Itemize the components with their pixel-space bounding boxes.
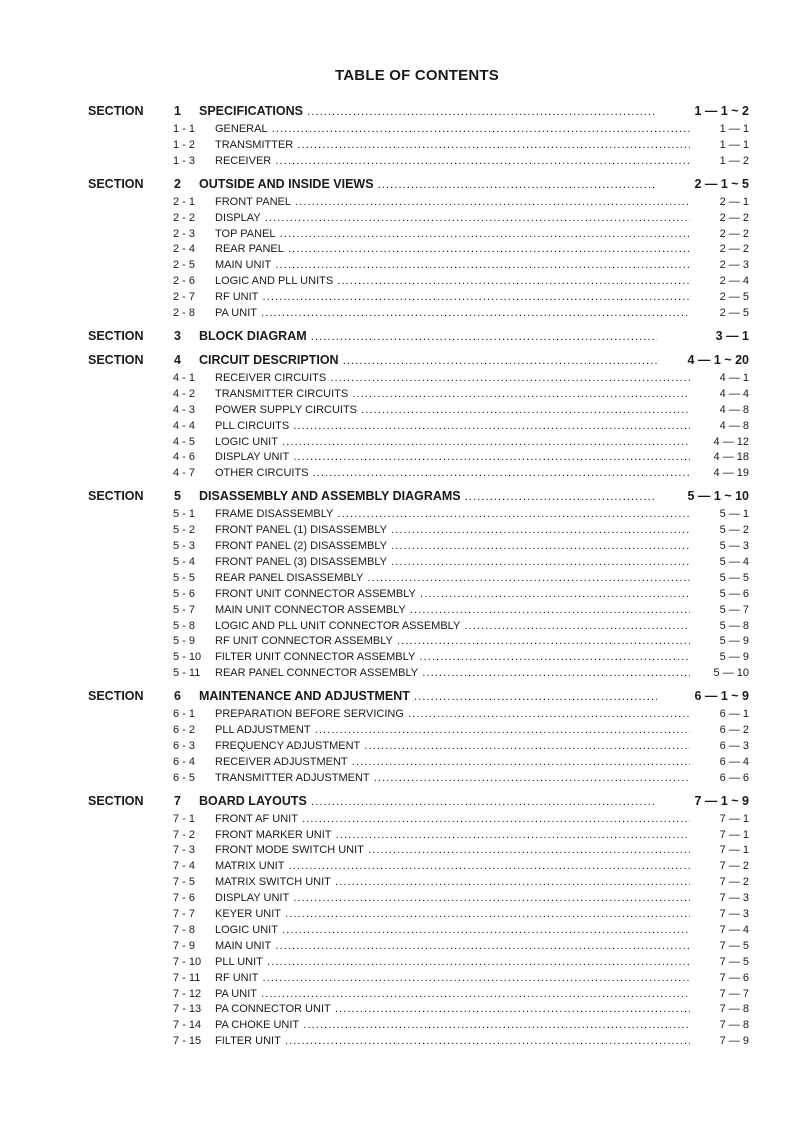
subsection-title: FRONT PANEL .....	[215, 195, 690, 210]
section-title: OUTSIDE AND INSIDE VIEWS .....	[199, 175, 657, 194]
section-number: 6	[174, 689, 181, 704]
subsection-page: 7 — 8	[719, 1003, 749, 1016]
subsection-row[interactable]	[0, 211, 794, 226]
subsection-page: 6 — 1	[719, 708, 749, 721]
subsection-number: 7 - 10	[173, 955, 202, 968]
section-row[interactable]	[0, 351, 794, 369]
section-pages: 4 — 1 ~ 20	[687, 352, 749, 367]
subsection-page: 1 — 2	[719, 154, 749, 167]
subsection-page: 2 — 5	[719, 307, 749, 319]
subsection-number: 7 - 15	[173, 1035, 202, 1048]
subsection-row[interactable]	[0, 435, 794, 450]
subsection-row[interactable]	[0, 195, 794, 210]
subsection-number: 6 - 3	[173, 739, 196, 752]
subsection-number: 6 - 5	[173, 771, 196, 784]
subsection-number: 4 - 3	[173, 403, 196, 416]
section-label: SECTION	[88, 793, 144, 808]
subsection-number: 7 - 5	[173, 876, 196, 889]
subsection-page: 1 — 1	[719, 123, 749, 135]
subsection-row[interactable]	[0, 875, 794, 890]
subsection-page: 7 — 6	[719, 971, 749, 984]
section-pages: 5 — 1 ~ 10	[687, 489, 749, 504]
subsection-page: 7 — 1	[719, 844, 749, 857]
subsection-title: POWER SUPPLY CIRCUITS .....	[215, 403, 690, 418]
section-row[interactable]	[0, 175, 794, 193]
subsection-title: FRONT MARKER UNIT .....	[215, 828, 690, 843]
subsection-number: 7 - 13	[173, 1003, 202, 1016]
subsection-title: MATRIX SWITCH UNIT .....	[215, 875, 690, 890]
subsection-title: MATRIX UNIT .....	[215, 859, 690, 874]
subsection-row[interactable]	[0, 739, 794, 754]
subsection-page: 4 — 12	[713, 435, 749, 448]
subsection-row[interactable]	[0, 258, 794, 273]
subsection-page: 1 — 1	[719, 138, 749, 151]
subsection-number: 7 - 14	[173, 1019, 202, 1032]
subsection-row[interactable]	[0, 403, 794, 418]
subsection-page: 5 — 8	[719, 619, 749, 632]
section-title: CIRCUIT DESCRIPTION .....	[199, 351, 657, 370]
subsection-page: 2 — 2	[719, 211, 749, 224]
subsection-title: DISPLAY UNIT .....	[215, 891, 690, 906]
subsection-page: 5 — 4	[719, 555, 749, 568]
subsection-page: 5 — 9	[719, 635, 749, 648]
subsection-title: DISPLAY .....	[215, 211, 690, 226]
subsection-row[interactable]	[0, 939, 794, 954]
subsection-number: 4 - 5	[173, 435, 196, 448]
subsection-title: MAIN UNIT CONNECTOR ASSEMBLY .....	[215, 603, 690, 618]
section-pages: 6 — 1 ~ 9	[694, 689, 749, 704]
section-label: SECTION	[88, 689, 144, 704]
subsection-title: PA UNIT .....	[215, 987, 690, 1002]
subsection-title: FRONT AF UNIT .....	[215, 812, 690, 827]
subsection-page: 4 — 4	[719, 387, 749, 400]
subsection-row[interactable]	[0, 603, 794, 618]
subsection-page: 7 — 9	[719, 1035, 749, 1048]
subsection-page: 4 — 19	[713, 467, 749, 480]
subsection-title: FILTER UNIT .....	[215, 1034, 690, 1049]
subsection-number: 1 - 1	[173, 123, 196, 135]
section-label: SECTION	[88, 489, 144, 504]
subsection-row[interactable]	[0, 274, 794, 289]
subsection-number: 5 - 4	[173, 555, 196, 568]
subsection-number: 5 - 6	[173, 587, 196, 600]
subsection-row[interactable]	[0, 290, 794, 305]
subsection-row[interactable]	[0, 859, 794, 874]
subsection-row[interactable]	[0, 138, 794, 153]
subsection-row[interactable]	[0, 907, 794, 922]
subsection-row[interactable]	[0, 466, 794, 481]
subsection-page: 2 — 3	[719, 259, 749, 272]
subsection-title: GENERAL .....	[215, 122, 690, 137]
subsection-number: 4 - 2	[173, 387, 196, 400]
subsection-page: 7 — 5	[719, 955, 749, 968]
subsection-row[interactable]	[0, 227, 794, 242]
subsection-number: 7 - 3	[173, 844, 196, 857]
subsection-number: 2 - 1	[173, 195, 196, 208]
subsection-number: 2 - 3	[173, 227, 196, 240]
subsection-number: 5 - 9	[173, 635, 196, 648]
subsection-row[interactable]	[0, 891, 794, 906]
section-row[interactable]	[0, 327, 794, 345]
subsection-row[interactable]	[0, 539, 794, 554]
subsection-row[interactable]	[0, 507, 794, 522]
subsection-number: 1 - 3	[173, 154, 196, 167]
subsection-row[interactable]	[0, 666, 794, 681]
subsection-row[interactable]	[0, 306, 794, 321]
subsection-row[interactable]	[0, 571, 794, 586]
section-title: BOARD LAYOUTS .....	[199, 792, 657, 811]
subsection-page: 2 — 2	[719, 227, 749, 240]
subsection-page: 7 — 2	[719, 876, 749, 889]
subsection-row[interactable]	[0, 650, 794, 665]
subsection-number: 4 - 7	[173, 467, 196, 480]
section-pages: 7 — 1 ~ 9	[694, 793, 749, 808]
subsection-row[interactable]	[0, 723, 794, 738]
subsection-title: PLL UNIT .....	[215, 955, 690, 970]
subsection-number: 2 - 2	[173, 211, 196, 224]
subsection-number: 7 - 8	[173, 923, 196, 936]
subsection-page: 6 — 6	[719, 771, 749, 784]
page-title: TABLE OF CONTENTS	[335, 67, 499, 84]
subsection-title: FRONT MODE SWITCH UNIT .....	[215, 843, 690, 858]
subsection-title: FRONT PANEL (2) DISASSEMBLY .....	[215, 539, 690, 554]
subsection-number: 6 - 1	[173, 708, 196, 721]
subsection-number: 1 - 2	[173, 138, 196, 151]
subsection-row[interactable]	[0, 387, 794, 402]
subsection-row[interactable]	[0, 122, 794, 137]
subsection-page: 4 — 8	[719, 419, 749, 432]
subsection-number: 5 - 1	[173, 508, 196, 521]
subsection-page: 5 — 1	[719, 508, 749, 521]
subsection-title: PLL CIRCUITS .....	[215, 419, 690, 434]
subsection-row[interactable]	[0, 812, 794, 827]
subsection-page: 2 — 5	[719, 291, 749, 304]
subsection-title: PLL ADJUSTMENT .....	[215, 723, 690, 738]
section-pages: 3 — 1	[715, 328, 749, 343]
subsection-number: 7 - 1	[173, 812, 196, 825]
subsection-page: 2 — 2	[719, 243, 749, 256]
subsection-page: 5 — 10	[713, 667, 749, 680]
subsection-page: 7 — 3	[719, 892, 749, 905]
subsection-title: FRAME DISASSEMBLY .....	[215, 507, 690, 522]
subsection-row[interactable]	[0, 771, 794, 786]
subsection-row[interactable]	[0, 154, 794, 169]
subsection-page: 4 — 1	[719, 371, 749, 384]
subsection-row[interactable]	[0, 634, 794, 649]
subsection-row[interactable]	[0, 1002, 794, 1017]
subsection-title: PA UNIT .....	[215, 306, 690, 321]
subsection-number: 6 - 4	[173, 755, 196, 768]
subsection-title: LOGIC AND PLL UNIT CONNECTOR ASSEMBLY .....	[215, 619, 690, 634]
subsection-row[interactable]	[0, 828, 794, 843]
subsection-number: 7 - 11	[173, 971, 201, 984]
subsection-title: PA CONNECTOR UNIT .....	[215, 1002, 690, 1017]
subsection-number: 5 - 10	[173, 651, 202, 664]
subsection-title: RF UNIT .....	[215, 971, 690, 986]
subsection-page: 7 — 1	[719, 812, 749, 825]
subsection-title: RF UNIT CONNECTOR ASSEMBLY .....	[215, 634, 690, 649]
subsection-row[interactable]	[0, 707, 794, 722]
section-title: DISASSEMBLY AND ASSEMBLY DIAGRAMS .....	[199, 487, 657, 506]
section-label: SECTION	[88, 328, 144, 343]
subsection-number: 7 - 7	[173, 908, 196, 920]
subsection-number: 2 - 5	[173, 259, 196, 272]
subsection-page: 5 — 2	[719, 524, 749, 537]
subsection-number: 5 - 3	[173, 540, 196, 552]
subsection-number: 4 - 4	[173, 419, 196, 432]
section-title: BLOCK DIAGRAM .....	[199, 327, 657, 346]
subsection-number: 5 - 5	[173, 571, 196, 584]
subsection-title: OTHER CIRCUITS .....	[215, 466, 690, 481]
subsection-page: 7 — 8	[719, 1019, 749, 1032]
subsection-title: LOGIC AND PLL UNITS .....	[215, 274, 690, 289]
subsection-title: PA CHOKE UNIT .....	[215, 1018, 690, 1033]
subsection-row[interactable]	[0, 523, 794, 538]
subsection-row[interactable]	[0, 755, 794, 770]
subsection-number: 2 - 6	[173, 275, 196, 288]
subsection-row[interactable]	[0, 450, 794, 465]
subsection-title: TRANSMITTER ADJUSTMENT .....	[215, 771, 690, 786]
subsection-number: 5 - 2	[173, 524, 196, 537]
section-number: 2	[174, 176, 181, 191]
subsection-row[interactable]	[0, 843, 794, 858]
subsection-row[interactable]	[0, 419, 794, 434]
subsection-row[interactable]	[0, 923, 794, 938]
subsection-page: 5 — 9	[719, 651, 749, 664]
subsection-row[interactable]	[0, 371, 794, 386]
subsection-title: RF UNIT .....	[215, 290, 690, 305]
subsection-title: FRONT PANEL (3) DISASSEMBLY .....	[215, 555, 690, 570]
subsection-title: LOGIC UNIT .....	[215, 923, 690, 938]
subsection-row[interactable]	[0, 242, 794, 257]
subsection-row[interactable]	[0, 987, 794, 1002]
section-number: 7	[174, 793, 181, 808]
subsection-page: 7 — 7	[719, 987, 749, 1000]
subsection-page: 7 — 5	[719, 939, 749, 952]
section-row[interactable]	[0, 102, 794, 120]
section-title: MAINTENANCE AND ADJUSTMENT .....	[199, 687, 657, 706]
subsection-title: RECEIVER CIRCUITS .....	[215, 371, 690, 386]
subsection-title: FILTER UNIT CONNECTOR ASSEMBLY .....	[215, 650, 690, 665]
section-number: 4	[174, 352, 181, 367]
section-row[interactable]	[0, 687, 794, 705]
subsection-page: 6 — 3	[719, 739, 749, 752]
subsection-page: 5 — 6	[719, 587, 749, 600]
subsection-title: MAIN UNIT .....	[215, 258, 690, 273]
subsection-page: 2 — 1	[719, 195, 749, 208]
subsection-row[interactable]	[0, 1034, 794, 1049]
subsection-title: RECEIVER ADJUSTMENT .....	[215, 755, 690, 770]
subsection-title: TRANSMITTER .....	[215, 138, 690, 153]
subsection-title: RECEIVER .....	[215, 154, 690, 169]
subsection-title: MAIN UNIT .....	[215, 939, 690, 954]
subsection-title: DISPLAY UNIT .....	[215, 450, 690, 465]
section-pages: 1 — 1 ~ 2	[694, 104, 749, 118]
subsection-row[interactable]	[0, 955, 794, 970]
section-number: 5	[174, 489, 181, 504]
subsection-number: 7 - 12	[173, 987, 202, 1000]
subsection-title: TRANSMITTER CIRCUITS .....	[215, 387, 690, 402]
subsection-number: 7 - 4	[173, 860, 196, 873]
subsection-number: 7 - 2	[173, 828, 196, 841]
subsection-number: 2 - 8	[173, 307, 196, 319]
subsection-number: 6 - 2	[173, 724, 196, 736]
subsection-number: 4 - 6	[173, 451, 196, 464]
subsection-title: REAR PANEL CONNECTOR ASSEMBLY .....	[215, 666, 690, 681]
subsection-number: 5 - 11	[173, 667, 201, 680]
subsection-number: 5 - 7	[173, 603, 196, 616]
section-label: SECTION	[88, 176, 144, 191]
subsection-row[interactable]	[0, 1018, 794, 1033]
section-row[interactable]	[0, 487, 794, 505]
subsection-number: 2 - 4	[173, 243, 196, 256]
subsection-row[interactable]	[0, 971, 794, 986]
subsection-title: REAR PANEL .....	[215, 242, 690, 257]
subsection-row[interactable]	[0, 619, 794, 634]
subsection-row[interactable]	[0, 555, 794, 570]
subsection-title: FREQUENCY ADJUSTMENT .....	[215, 739, 690, 754]
section-pages: 2 — 1 ~ 5	[694, 176, 749, 191]
subsection-page: 4 — 18	[713, 451, 749, 464]
subsection-page: 4 — 8	[719, 403, 749, 416]
section-title: SPECIFICATIONS .....	[199, 102, 657, 121]
section-label: SECTION	[88, 104, 144, 118]
subsection-page: 7 — 1	[719, 828, 749, 841]
section-number: 3	[174, 328, 181, 343]
subsection-page: 5 — 5	[719, 571, 749, 584]
subsection-title: LOGIC UNIT .....	[215, 435, 690, 450]
subsection-number: 7 - 6	[173, 892, 196, 905]
subsection-page: 2 — 4	[719, 275, 749, 288]
subsection-number: 2 - 7	[173, 291, 196, 304]
subsection-page: 7 — 2	[719, 860, 749, 873]
subsection-page: 6 — 4	[719, 755, 749, 768]
subsection-number: 4 - 1	[173, 371, 196, 384]
subsection-number: 7 - 9	[173, 939, 196, 952]
subsection-title: TOP PANEL .....	[215, 227, 690, 242]
subsection-title: FRONT PANEL (1) DISASSEMBLY .....	[215, 523, 690, 538]
section-label: SECTION	[88, 352, 144, 367]
subsection-page: 7 — 4	[719, 923, 749, 936]
subsection-page: 5 — 3	[719, 540, 749, 552]
subsection-page: 7 — 3	[719, 908, 749, 920]
subsection-title: FRONT UNIT CONNECTOR ASSEMBLY .....	[215, 587, 690, 602]
section-number: 1	[174, 104, 181, 118]
subsection-number: 5 - 8	[173, 619, 196, 632]
subsection-title: PREPARATION BEFORE SERVICING .....	[215, 707, 690, 722]
subsection-page: 5 — 7	[719, 603, 749, 616]
subsection-page: 6 — 2	[719, 724, 749, 736]
section-row[interactable]	[0, 792, 794, 810]
subsection-title: REAR PANEL DISASSEMBLY .....	[215, 571, 690, 586]
subsection-title: KEYER UNIT .....	[215, 907, 690, 922]
subsection-row[interactable]	[0, 587, 794, 602]
